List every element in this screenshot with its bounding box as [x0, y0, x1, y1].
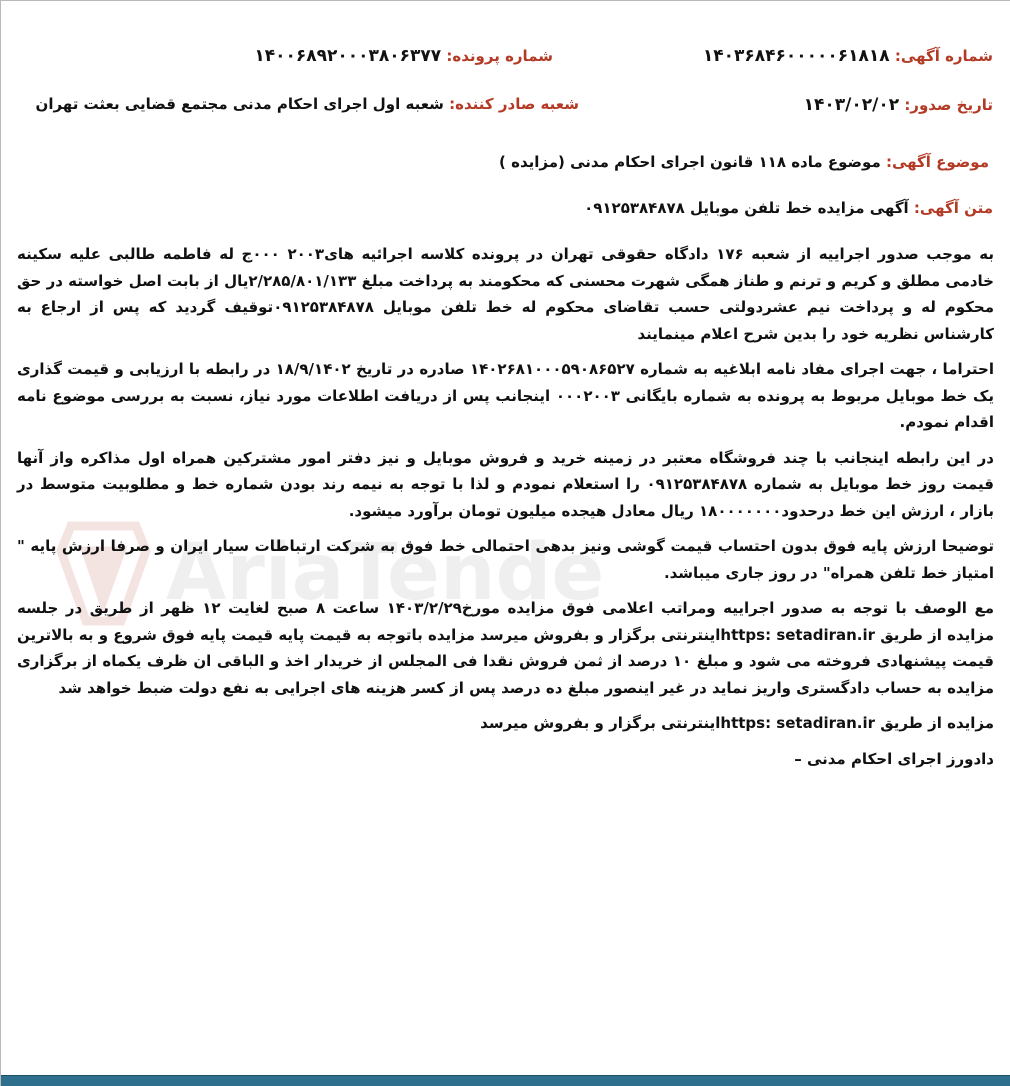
ad-number-label: شماره آگهی:	[894, 47, 993, 65]
notice-body	[17, 241, 994, 781]
body-paragraph-2: احتراما ، جهت اجرای مفاد نامه ابلاغیه به شماره ۱۴۰۲۶۸۱۰۰۰۵۹۰۸۶۵۲۷ صادره در تاریخ ۱۸/۹/۱۴۰۲ در رابطه با ارزیابی و قیمت گذاری یک خط موبایل مربوط به پرونده به شماره بایگانی ۰۰۰۲۰۰۳ اینجانب پس از دریافت اطلاعات مورد نیاز، نسبت به بررسی موضوع نامه اقدام نمودم.	[17, 360, 994, 431]
issue-date-value: ۱۴۰۳/۰۲/۰۲	[803, 95, 900, 115]
body-paragraph-3: در این رابطه اینجانب با چند فروشگاه معتبر در زمینه خرید و فروش موبایل و نیز دفتر امور مشترکین همراه اول مذاکره واز آنها قیمت روز خط موبایل به شماره ۰۹۱۲۵۳۸۴۸۷۸ را استعلام نمودم و لذا با توجه به نیمه رند بودن شماره خط و مطلوبیت متوسط در بازار ، ارزش این خط درحدود۱۸۰۰۰۰۰۰۰ ریال معادل هیجده میلیون تومان برآورد میشود.	[17, 448, 994, 520]
notice-text-title	[584, 199, 993, 217]
issuing-branch	[36, 95, 579, 113]
case-number	[254, 46, 553, 66]
signature: دادورز اجرای احکام مدنی –	[794, 749, 994, 768]
body-paragraph-5: مع الوصف با توجه به صدور اجراییه ومراتب اعلامی فوق مزایده مورخ۱۴۰۳/۲/۲۹ ساعت ۸ صبح لغایت ۱۲ ظهر از طریق در جلسه مزایده از طریق https: setadiran.irاینترنتی برگزار و بفروش میرسد مزایده باتوجه به قیمت پایه قیمت پایه فوق شروع و به بالاترین قیمت پیشنهادی فروخته می شود و مبلغ ۱۰ درصد از ثمن فروش نقدا فی المجلس از خریدار اخذ و الباقی ان ظرف یکماه از برگزاری مزایده به حساب دادگستری واریز نماید در غیر اینصور مبلغ ده درصد پس از کسر هزینه های اجرایی به نفع دولت ضبط خواهد شد	[17, 599, 995, 697]
notice-subject	[499, 153, 989, 171]
issue-date	[804, 95, 993, 115]
case-number-value: ۱۴۰۰۶۸۹۲۰۰۰۳۸۰۶۳۷۷	[254, 46, 442, 66]
subject-value: موضوع ماده ۱۱۸ قانون اجرای احکام مدنی (مزایده )	[499, 153, 881, 171]
text-label: متن آگهی:	[913, 199, 993, 217]
bottom-bar	[1, 1075, 1010, 1086]
watermark-text: AriaTende	[166, 528, 601, 618]
issuing-branch-value: شعبه اول اجرای احکام مدنی مجتمع قضایی بعثت تهران	[35, 95, 444, 113]
body-paragraph-6: مزایده از طریق https: setadiran.irاینترنتی برگزار و بفروش میرسد	[480, 714, 994, 732]
text-title-value: آگهی مزایده خط تلفن موبایل ۰۹۱۲۵۳۸۴۸۷۸	[584, 199, 909, 217]
ad-number-value: ۱۴۰۳۶۸۴۶۰۰۰۰۰۶۱۸۱۸	[702, 46, 890, 66]
ad-number	[703, 46, 993, 66]
body-paragraph-4: توضیحا ارزش پایه فوق بدون احتساب قیمت گوشی ونیز بدهی احتمالی خط فوق به شرکت ارتباطات سیار ایران و صرفا ارزش پایه " امتیاز خط تلفن همراه" در روز جاری میباشد.	[17, 537, 994, 582]
subject-label: موضوع آگهی:	[885, 153, 989, 171]
body-paragraph-1: به موجب صدور اجراییه از شعبه ۱۷۶ دادگاه حقوقی تهران در پرونده کلاسه اجرائیه های۲۰۰۳ ۰۰۰ج له فاطمه طالبی علیه سکینه خادمی مطلق و کریم و ترنم و طناز همگی شهرت محسنی که محکومند به پرداخت مبلغ ۲/۲۸۵/۸۰۱/۱۳۳یال از بابت اصل خواسته در حق محکوم له و پرداخت نیم عشردولتی حسب تقاضای محکوم له خط تلفن موبایل ۰۹۱۲۵۳۸۴۸۷۸توقیف گردید که پس از ارجاع به کارشناس نظریه خود را بدین شرح اعلام مینمایند	[17, 245, 994, 343]
case-number-label: شماره پرونده:	[446, 47, 553, 65]
issuing-branch-label: شعبه صادر کننده:	[449, 95, 579, 113]
issue-date-label: تاریخ صدور:	[904, 96, 993, 114]
